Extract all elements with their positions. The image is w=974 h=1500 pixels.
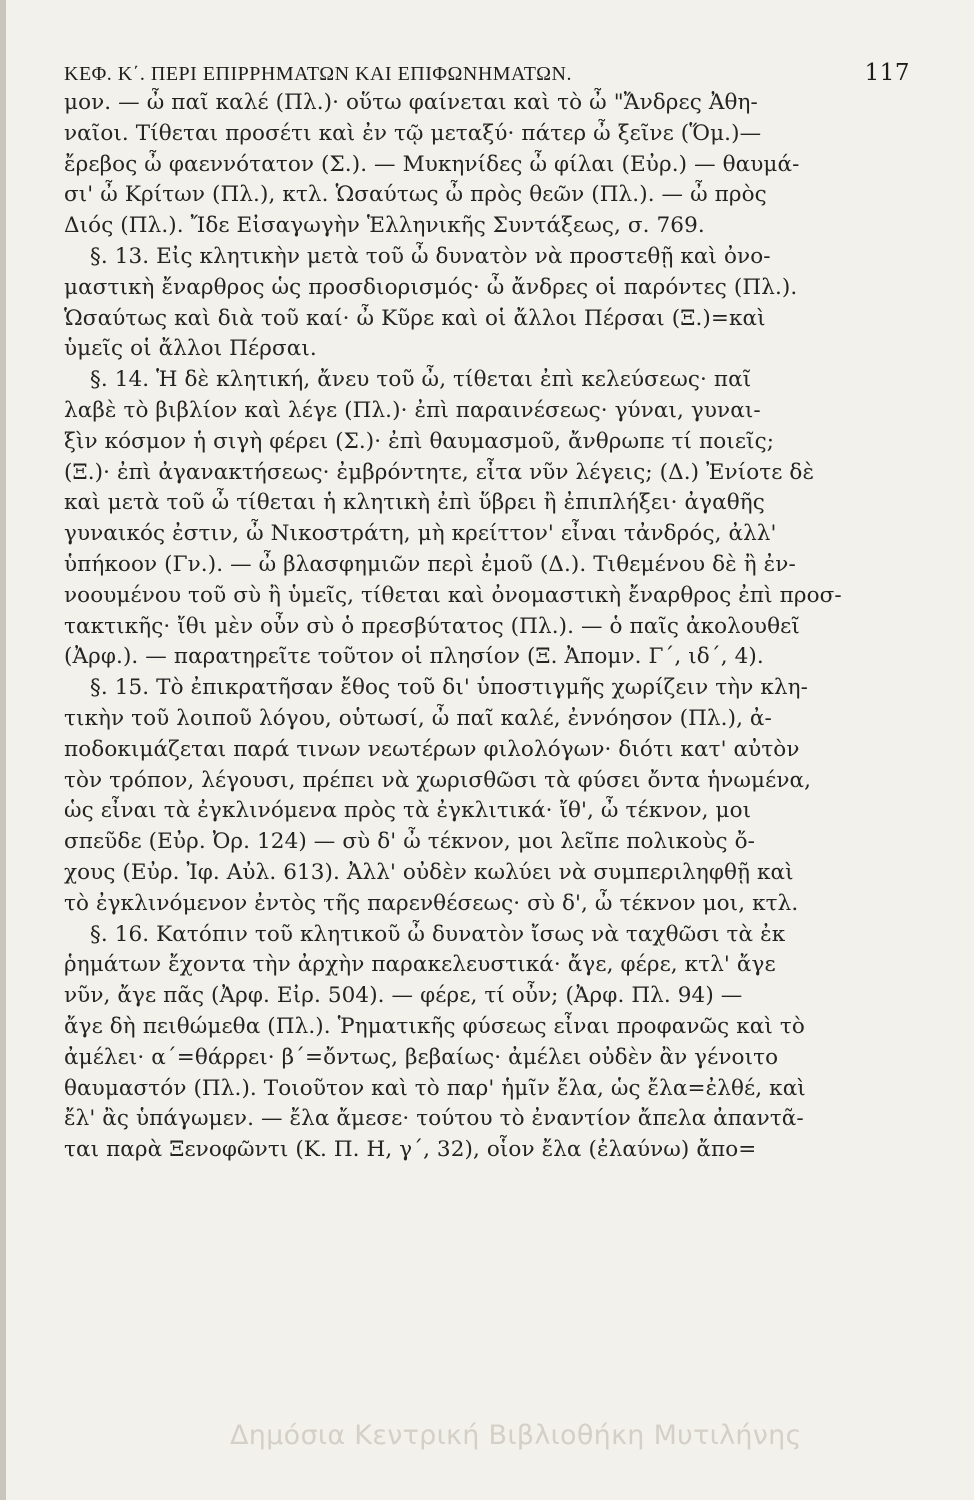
text-line: γυναικός ἐστιν, ὦ Νικοστράτη, μὴ κρείττον' εἶναι τἀνδρός, ἀλλ' (64, 521, 777, 547)
text-line: ἔρεβος ὦ φαεννότατον (Σ.). — Μυκηνίδες ὦ φίλαι (Εὐρ.) — θαυμά- (64, 151, 800, 177)
text-line: ται παρὰ Ξενοφῶντι (Κ. Π. Η, γ΄, 32), οἷον ἔλα (ἐλαύνω) ἄπο= (64, 1137, 757, 1163)
text-line: ποδοκιμάζεται παρά τινων νεωτέρων φιλολόγων· διότι κατ' αὐτὸν (64, 736, 800, 762)
text-line: χους (Εὐρ. Ἰφ. Αὐλ. 613). Ἀλλ' οὐδὲν κωλύει νὰ συμπεριληφθῇ καὶ (64, 859, 794, 885)
text-line: θαυμαστόν (Πλ.). Τοιοῦτον καὶ τὸ παρ' ἡμῖν ἔλα, ὡς ἔλα=ἐλθέ, καὶ (64, 1075, 806, 1101)
text-line: §. 14. Ἡ δὲ κλητική, ἄνευ τοῦ ὦ, τίθεται ἐπὶ κελεύσεως· παῖ (90, 367, 752, 393)
text-line: νοουμένου τοῦ σὺ ἢ ὑμεῖς, τίθεται καὶ ὀνομαστικὴ ἔναρθρος ἐπὶ προσ- (64, 582, 842, 608)
text-line: μον. — ὦ παῖ καλέ (Πλ.)· οὕτω φαίνεται καὶ τὸ ὦ "Ἄνδρες Ἀθη- (64, 90, 758, 115)
paragraph-section-15 (64, 673, 910, 919)
text-line: ἀμέλει· α΄=θάρρει· β΄=ὄντως, βεβαίως· ἀμέλει οὐδὲν ἂν γένοιτο (64, 1044, 779, 1070)
text-line: ναῖοι. Τίθεται προσέτι καὶ ἐν τῷ μεταξύ· πάτερ ὦ ξεῖνε (Ὅμ.)— (64, 120, 762, 146)
library-watermark: Δημόσια Κεντρική Βιβλιοθήκη Μυτιλήνης (230, 1420, 802, 1451)
body-text (64, 88, 910, 1166)
text-line: τικὴν τοῦ λοιποῦ λόγου, οὑτωσί, ὦ παῖ καλέ, ἐννόησον (Πλ.), ἀ- (64, 705, 772, 731)
chapter-title: ΚΕΦ. Κ΄. ΠΕΡΙ ΕΠΙΡΡΗΜΑΤΩΝ ΚΑΙ ΕΠΙΦΩΝΗΜΑΤΩΝ. (64, 63, 572, 85)
document-page (56, 40, 918, 1460)
text-line: μαστικὴ ἔναρθρος ὡς προσδιορισμός· ὦ ἄνδρες οἱ παρόντες (Πλ.). (64, 274, 798, 300)
paragraph-continuation (64, 88, 910, 242)
page-edge (0, 0, 6, 1500)
page-number: 117 (864, 60, 910, 86)
text-line: (Ξ.)· ἐπὶ ἀγανακτήσεως· ἐμβρόντητε, εἶτα νῦν λέγεις; (Δ.) Ἐνίοτε δὲ (64, 459, 815, 485)
paragraph-section-14 (64, 365, 910, 673)
text-line: Διός (Πλ.). Ἴδε Εἰσαγωγὴν Ἑλληνικῆς Συντάξεως, σ. 769. (64, 213, 705, 239)
text-line: §. 16. Κατόπιν τοῦ κλητικοῦ ὦ δυνατὸν ἴσως νὰ ταχθῶσι τὰ ἐκ (90, 921, 786, 947)
text-line: ὑπήκοον (Γν.). — ὦ βλασφημιῶν περὶ ἐμοῦ (Δ.). Τιθεμένου δὲ ἢ ἐν- (64, 551, 796, 577)
paragraph-section-13 (64, 242, 910, 365)
text-line: §. 15. Τὸ ἐπικρατῆσαν ἔθος τοῦ δι' ὑποστιγμῆς χωρίζειν τὴν κλη- (90, 675, 808, 701)
text-line: τακτικῆς· ἴθι μὲν οὖν σὺ ὁ πρεσβύτατος (Πλ.). — ὁ παῖς ἀκολουθεῖ (64, 613, 800, 639)
text-line: ὑμεῖς οἱ ἄλλοι Πέρσαι. (64, 336, 317, 362)
running-head (64, 60, 910, 86)
text-line: νῦν, ἄγε πᾶς (Ἀρφ. Εἰρ. 504). — φέρε, τί οὖν; (Ἀρφ. Πλ. 94) — (64, 983, 743, 1009)
text-line: ἄγε δὴ πειθώμεθα (Πλ.). Ῥηματικῆς φύσεως εἶναι προφανῶς καὶ τὸ (64, 1013, 805, 1039)
text-line: ἔλ' ἂς ὑπάγωμεν. — ἔλα ἄμεσε· τούτου τὸ ἐναντίον ἄπελα ἀπαντᾶ- (64, 1106, 804, 1132)
text-line: τὸ ἐγκλινόμενον ἐντὸς τῆς παρενθέσεως· σὺ δ', ὦ τέκνον μοι, κτλ. (64, 890, 799, 916)
text-line: λαβὲ τὸ βιβλίον καὶ λέγε (Πλ.)· ἐπὶ παραινέσεως· γύναι, γυναι- (64, 397, 761, 423)
paragraph-section-16 (64, 920, 910, 1166)
text-line: σπεῦδε (Εὐρ. Ὀρ. 124) — σὺ δ' ὦ τέκνον, μοι λεῖπε πολικοὺς ὄ- (64, 829, 756, 855)
text-line: Ὡσαύτως καὶ διὰ τοῦ καί· ὦ Κῦρε καὶ οἱ ἄλλοι Πέρσαι (Ξ.)=καὶ (64, 305, 766, 331)
text-line: §. 13. Εἰς κλητικὴν μετὰ τοῦ ὦ δυνατὸν νὰ προστεθῇ καὶ ὀνο- (90, 243, 771, 269)
text-line: ὡς εἶναι τὰ ἐγκλινόμενα πρὸς τὰ ἐγκλιτικά· ἴθ', ὦ τέκνον, μοι (64, 798, 752, 824)
text-line: ῥημάτων ἔχοντα τὴν ἀρχὴν παρακελευστικά· ἄγε, φέρε, κτλ' ἄγε (64, 952, 776, 978)
text-line: ξὶν κόσμον ἡ σιγὴ φέρει (Σ.)· ἐπὶ θαυμασμοῦ, ἄνθρωπε τί ποιεῖς; (64, 428, 775, 454)
text-line: (Ἀρφ.). — παρατηρεῖτε τοῦτον οἱ πλησίον (Ξ. Ἀπομν. Γ΄, ιδ΄, 4). (64, 644, 764, 670)
text-line: σι' ὦ Κρίτων (Πλ.), κτλ. Ὡσαύτως ὦ πρὸς θεῶν (Πλ.). — ὦ πρὸς (64, 182, 767, 208)
text-line: καὶ μετὰ τοῦ ὦ τίθεται ἡ κλητικὴ ἐπὶ ὕβρει ἢ ἐπιπλήξει· ἀγαθῆς (64, 490, 765, 516)
text-line: τὸν τρόπον, λέγουσι, πρέπει νὰ χωρισθῶσι τὰ φύσει ὄντα ἡνωμένα, (64, 767, 812, 793)
